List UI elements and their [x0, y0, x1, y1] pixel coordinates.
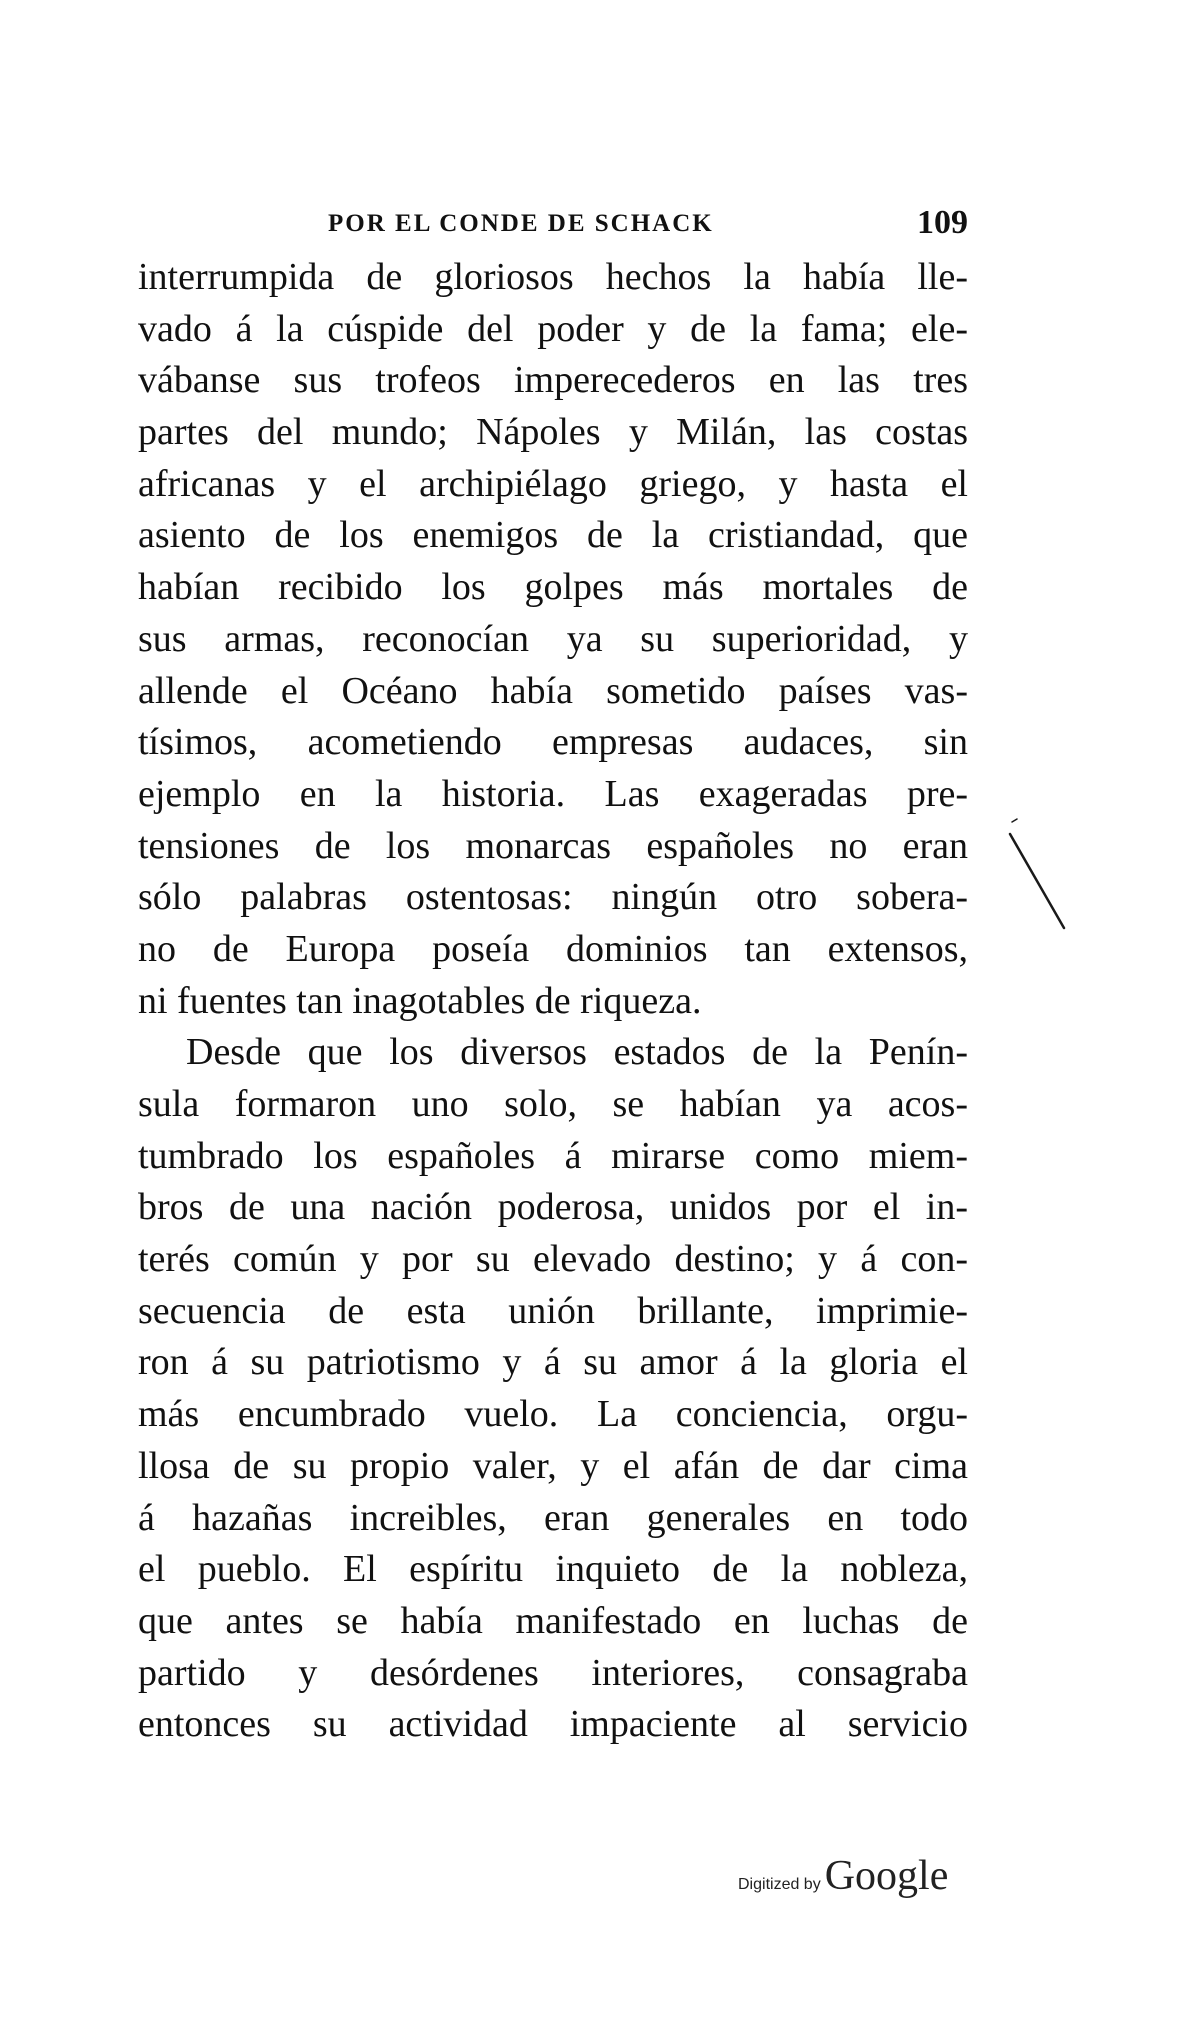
paragraph-2 [138, 1027, 968, 1751]
margin-pencil-mark [1008, 816, 1068, 936]
digitized-prefix: Digitized by [738, 1876, 821, 1893]
text-line: partes del mundo; Nápoles y Milán, las costas [138, 411, 968, 454]
text-line: tumbrado los españoles á mirarse como miem- [138, 1134, 968, 1177]
text-line: allende el Océano había sometido países vas- [138, 669, 968, 712]
page-number: 109 [917, 204, 968, 241]
text-line: terés común y por su elevado destino; y á con- [138, 1238, 968, 1281]
text-line: interrumpida de gloriosos hechos la había lle- [138, 256, 968, 298]
text-line: tísimos, acometiendo empresas audaces, sin [138, 721, 968, 764]
text-line: secuencia de esta unión brillante, imprimie- [138, 1289, 968, 1332]
text-line: ni fuentes tan inagotables de riqueza. [138, 979, 702, 1022]
text-line: el pueblo. El espíritu inquieto de la nobleza, [138, 1548, 968, 1591]
text-line: sólo palabras ostentosas: ningún otro sobera- [138, 876, 968, 919]
text-line: africanas y el archipiélago griego, y hasta el [138, 462, 968, 505]
paragraph-1 [138, 252, 968, 1027]
text-line: ron á su patriotismo y á su amor á la gloria el [138, 1341, 968, 1384]
text-line: llosa de su propio valer, y el afán de dar cima [138, 1444, 968, 1487]
text-line: sula formaron uno solo, se habían ya acos- [138, 1083, 968, 1125]
text-line: no de Europa poseía dominios tan extensos, [138, 927, 968, 970]
running-head [138, 204, 968, 244]
text-line: sus armas, reconocían ya su superioridad, y [138, 617, 968, 660]
google-logo: Google [824, 1853, 949, 1899]
text-line: más encumbrado vuelo. La conciencia, orgu- [138, 1393, 968, 1436]
running-title: POR EL CONDE DE SCHACK [328, 210, 714, 237]
text-line: bros de una nación poderosa, unidos por el in- [138, 1186, 968, 1229]
text-line: á hazañas increibles, eran generales en todo [138, 1496, 968, 1539]
text-line: partido y desórdenes interiores, consagraba [138, 1651, 968, 1694]
text-line: entonces su actividad impaciente al servicio [138, 1703, 968, 1746]
text-line: tensiones de los monarcas españoles no eran [138, 824, 968, 867]
text-line: asiento de los enemigos de la cristiandad, que [138, 514, 968, 557]
text-line: Desde que los diversos estados de la Penín- [186, 1031, 968, 1074]
text-line: que antes se había manifestado en luchas de [138, 1599, 968, 1642]
text-line: vábanse sus trofeos imperecederos en las tres [138, 359, 968, 402]
digitized-by-google-watermark [738, 1852, 948, 1900]
body-text [138, 252, 968, 1751]
text-line: vado á la cúspide del poder y de la fama; ele- [138, 307, 968, 350]
text-line: habían recibido los golpes más mortales de [138, 566, 968, 609]
text-line: ejemplo en la historia. Las exageradas pre- [138, 772, 968, 815]
